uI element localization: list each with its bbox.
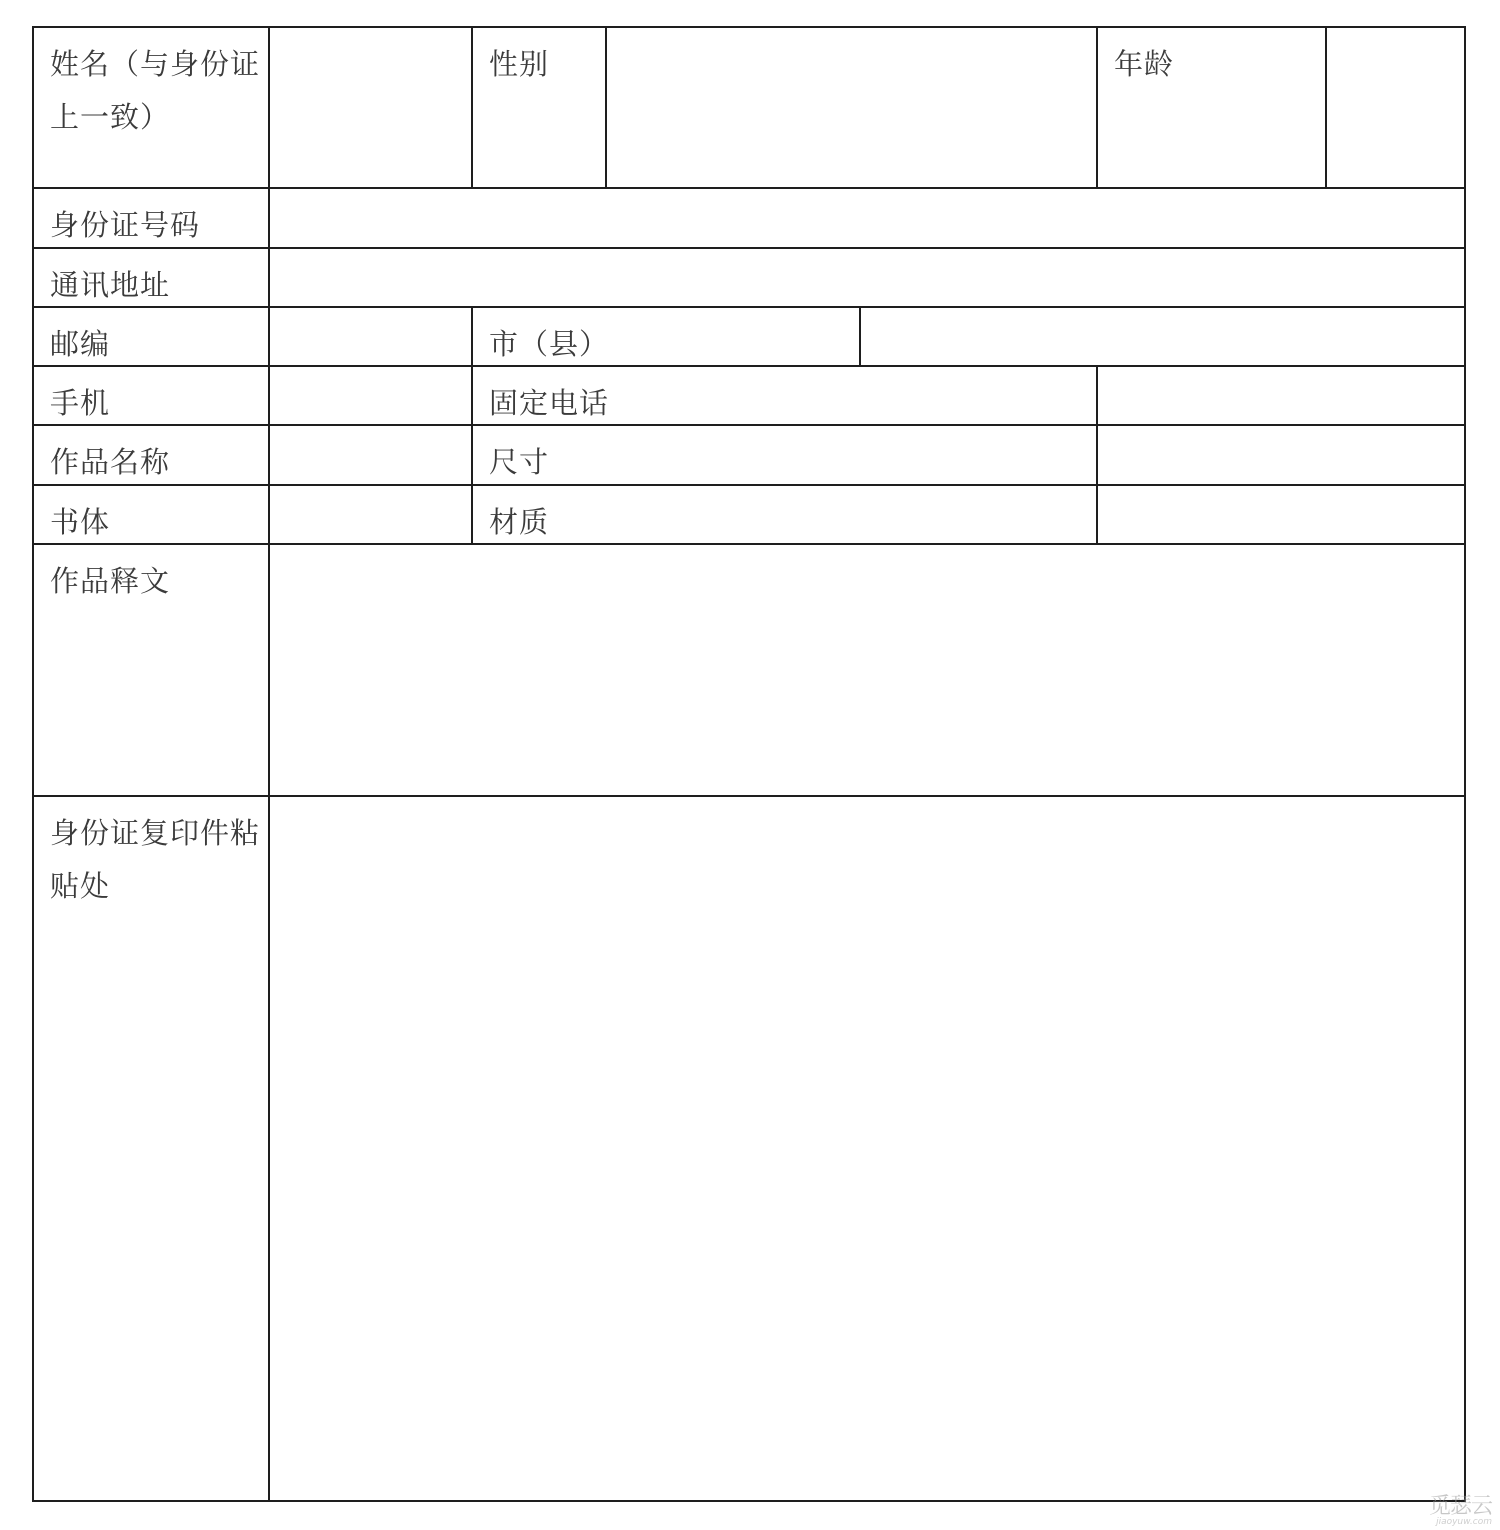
city-label: 市（县） — [473, 308, 861, 367]
material-field[interactable] — [1098, 486, 1464, 545]
transcription-label: 作品释文 — [34, 545, 270, 797]
city-field[interactable] — [861, 308, 1464, 367]
script-style-label: 书体 — [34, 486, 270, 545]
name-label: 姓名（与身份证上一致） — [34, 28, 270, 189]
address-field[interactable] — [270, 249, 1464, 308]
work-title-field[interactable] — [270, 426, 473, 486]
postcode-field[interactable] — [270, 308, 473, 367]
id-number-field[interactable] — [270, 189, 1464, 249]
material-label: 材质 — [473, 486, 1098, 545]
name-field[interactable] — [270, 28, 473, 189]
landline-label: 固定电话 — [473, 367, 1098, 426]
id-copy-label: 身份证复印件粘贴处 — [34, 797, 270, 1500]
script-style-field[interactable] — [270, 486, 473, 545]
registration-form — [32, 26, 1466, 1502]
age-label: 年龄 — [1098, 28, 1327, 189]
age-field[interactable] — [1327, 28, 1464, 189]
work-title-label: 作品名称 — [34, 426, 270, 486]
watermark-logo-text: 觅瑟云 — [1428, 1494, 1492, 1519]
gender-label: 性别 — [473, 28, 607, 189]
watermark-logo — [1402, 1496, 1492, 1526]
postcode-label: 邮编 — [34, 308, 270, 367]
id-number-label: 身份证号码 — [34, 189, 270, 249]
size-field[interactable] — [1098, 426, 1464, 486]
mobile-field[interactable] — [270, 367, 473, 426]
gender-field[interactable] — [607, 28, 1098, 189]
mobile-label: 手机 — [34, 367, 270, 426]
size-label: 尺寸 — [473, 426, 1098, 486]
landline-field[interactable] — [1098, 367, 1464, 426]
watermark-url: jiaoyuw.com — [1436, 1517, 1492, 1527]
id-copy-area[interactable] — [270, 797, 1464, 1500]
address-label: 通讯地址 — [34, 249, 270, 308]
transcription-field[interactable] — [270, 545, 1464, 797]
